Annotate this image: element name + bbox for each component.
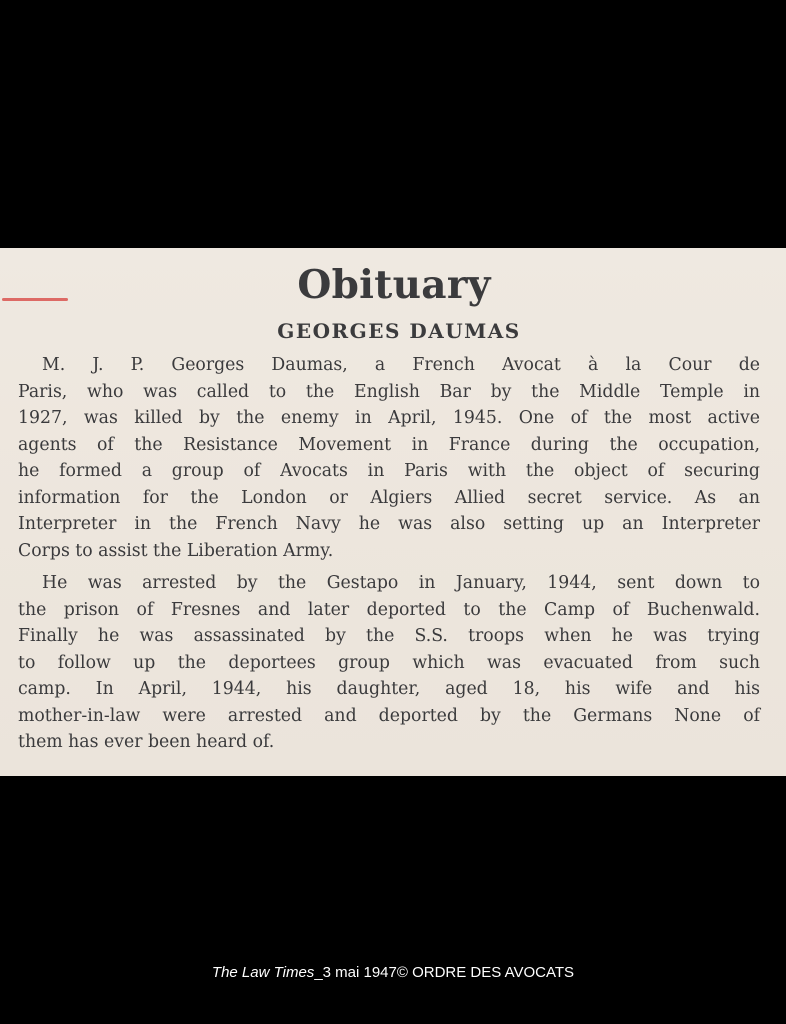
image-caption xyxy=(0,962,786,984)
paragraph-line: mother-in-law were arrested and deported by the Germans None of xyxy=(18,705,760,726)
paragraph-line: Interpreter in the French Navy he was also setting up an Interpreter xyxy=(18,514,760,534)
paragraph-line: camp. In April, 1944, his daughter, aged 18, his wife and his xyxy=(18,679,760,699)
paragraph-2 xyxy=(18,570,760,756)
paragraph-line: 1927, was killed by the enemy in April, 1945. One of the most active xyxy=(18,408,760,428)
paragraph-line: information for the London or Algiers Allied secret service. As an xyxy=(18,487,760,508)
paragraph-line: agents of the Resistance Movement in France during the occupation, xyxy=(18,434,760,455)
paragraph-line: them has ever been heard of. xyxy=(18,732,275,752)
article-title: Obituary xyxy=(297,262,491,308)
paragraph-line: he formed a group of Avocats in Paris with the object of securing xyxy=(18,461,760,481)
article-subtitle: GEORGES DAUMAS xyxy=(277,319,521,343)
paragraph-line: He was arrested by the Gestapo in January, 1944, sent down to xyxy=(42,573,760,593)
paragraph-line: Corps to assist the Liberation Army. xyxy=(18,540,334,561)
paragraph-1 xyxy=(18,352,760,564)
paragraph-line: the prison of Fresnes and later deported to the Camp of Buchenwald. xyxy=(18,599,760,620)
caption-credit: _3 mai 1947© ORDRE DES AVOCATS xyxy=(314,964,575,981)
newspaper-clipping xyxy=(0,248,786,776)
paragraph-line: to follow up the deportees group which was evacuated from such xyxy=(18,652,760,673)
paragraph-line: Paris, who was called to the English Bar by the Middle Temple in xyxy=(18,381,760,402)
paragraph-line: M. J. P. Georges Daumas, a French Avocat à la Cour de xyxy=(42,355,760,375)
red-pen-mark xyxy=(2,298,68,301)
caption-publication: The Law Times xyxy=(211,964,315,981)
paragraph-line: Finally he was assassinated by the S.S. troops when he was trying xyxy=(18,626,760,646)
